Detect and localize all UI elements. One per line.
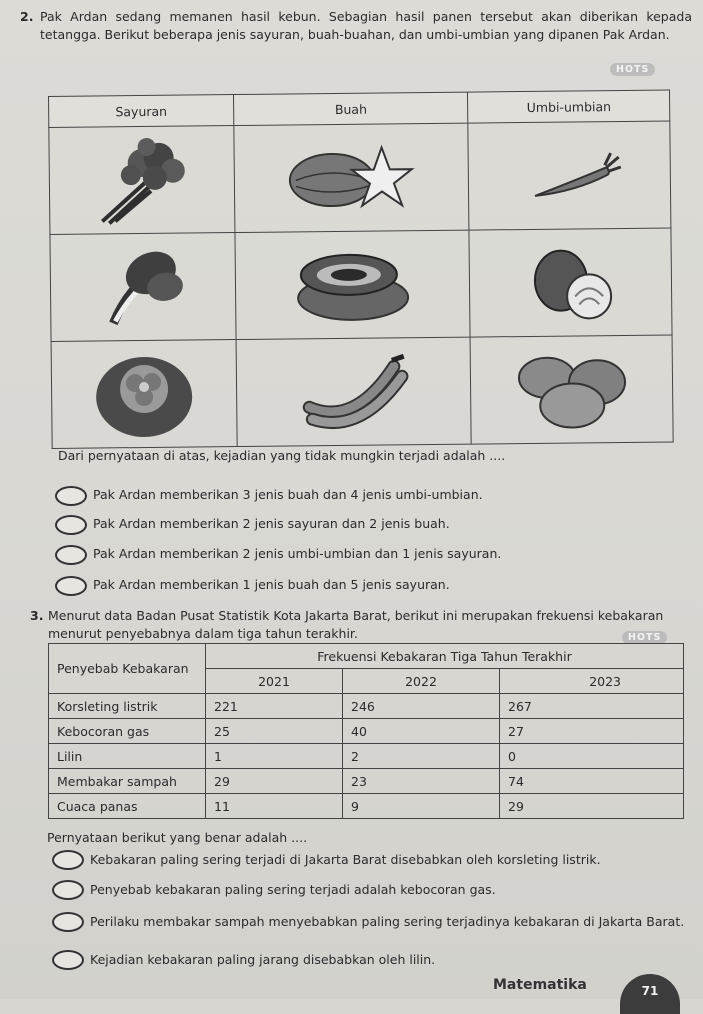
- year-header: 2023: [500, 669, 684, 694]
- radio-circle[interactable]: [52, 850, 84, 870]
- question-3: [30, 607, 690, 643]
- page-number: 71: [620, 974, 680, 1014]
- answer-option-label: Penyebab kebakaran paling sering terjadi adalah kebocoran gas.: [90, 882, 496, 897]
- starfruit-melon-image: [234, 123, 469, 232]
- radio-circle[interactable]: [52, 880, 84, 900]
- banana-image: [236, 337, 471, 446]
- header-umbi: Umbi-umbian: [468, 90, 670, 123]
- radio-circle[interactable]: [55, 515, 87, 535]
- value-cell: 2: [343, 744, 500, 769]
- papaya-image: [235, 230, 470, 339]
- answer-option-label: Perilaku membakar sampah menyebabkan paling sering terjadinya kebakaran di Jakarta Barat.: [90, 914, 685, 929]
- value-cell: 23: [343, 769, 500, 794]
- table-row: [49, 794, 684, 819]
- hots-badge: HOTS: [610, 63, 655, 76]
- radio-circle[interactable]: [55, 486, 87, 506]
- value-cell: 11: [206, 794, 343, 819]
- carrot-image: [468, 121, 671, 230]
- question-2-text: Pak Ardan sedang memanen hasil kebun. Sebagian hasil panen tersebut akan diberikan kepada tetangga. Berikut beberapa jenis sayuran, buah-buahan, dan umbi-umbian yang dipanen Pak Ardan.: [40, 9, 692, 42]
- header-buah: Buah: [234, 92, 469, 125]
- cause-header: Penyebab Kebakaran: [49, 644, 206, 694]
- answer-option-label: Pak Ardan memberikan 3 jenis buah dan 4 jenis umbi-umbian.: [93, 487, 483, 502]
- cause-cell: Korsleting listrik: [49, 694, 206, 719]
- onion-image: [469, 228, 672, 337]
- question-3-number: 3.: [30, 608, 44, 623]
- answer-option-label: Pak Ardan memberikan 2 jenis umbi-umbian dan 1 jenis sayuran.: [93, 546, 502, 561]
- subject-footer: Matematika: [493, 977, 587, 993]
- cause-cell: Cuaca panas: [49, 794, 206, 819]
- harvest-table: [48, 89, 674, 448]
- question-2-number: 2.: [20, 9, 34, 24]
- answer-option-label: Kejadian kebakaran paling jarang disebabkan oleh lilin.: [90, 952, 436, 967]
- cause-cell: Kebocoran gas: [49, 719, 206, 744]
- question-2-prompt: Dari pernyataan di atas, kejadian yang tidak mungkin terjadi adalah ....: [58, 448, 506, 463]
- value-cell: 40: [343, 719, 500, 744]
- cause-cell: Lilin: [49, 744, 206, 769]
- value-cell: 267: [500, 694, 684, 719]
- cause-cell: Membakar sampah: [49, 769, 206, 794]
- answer-option-label: Pak Ardan memberikan 1 jenis buah dan 5 jenis sayuran.: [93, 577, 450, 592]
- table-row: [49, 719, 684, 744]
- cauliflower-image: [51, 340, 237, 449]
- value-cell: 74: [500, 769, 684, 794]
- question-3-prompt: Pernyataan berikut yang benar adalah ....: [47, 830, 308, 845]
- answer-option-label: Kebakaran paling sering terjadi di Jakarta Barat disebabkan oleh korsleting listrik.: [90, 852, 601, 867]
- value-cell: 0: [500, 744, 684, 769]
- value-cell: 27: [500, 719, 684, 744]
- hots-badge: HOTS: [622, 631, 667, 644]
- potato-image: [470, 335, 673, 444]
- radio-circle[interactable]: [55, 576, 87, 596]
- header-sayuran: Sayuran: [49, 95, 234, 128]
- question-2: [20, 8, 692, 44]
- table-row: [49, 769, 684, 794]
- year-header: 2022: [343, 669, 500, 694]
- answer-option-label: Pak Ardan memberikan 2 jenis sayuran dan 2 jenis buah.: [93, 516, 450, 531]
- frequency-header: Frekuensi Kebakaran Tiga Tahun Terakhir: [206, 644, 684, 669]
- broccoli-image: [49, 126, 235, 235]
- radio-circle[interactable]: [52, 912, 84, 932]
- value-cell: 29: [500, 794, 684, 819]
- value-cell: 29: [206, 769, 343, 794]
- value-cell: 246: [343, 694, 500, 719]
- value-cell: 25: [206, 719, 343, 744]
- year-header: 2021: [206, 669, 343, 694]
- fire-frequency-table: [48, 643, 684, 819]
- radio-circle[interactable]: [55, 545, 87, 565]
- radio-circle[interactable]: [52, 950, 84, 970]
- table-row: [49, 744, 684, 769]
- value-cell: 9: [343, 794, 500, 819]
- value-cell: 221: [206, 694, 343, 719]
- value-cell: 1: [206, 744, 343, 769]
- question-3-text: Menurut data Badan Pusat Statistik Kota Jakarta Barat, berikut ini merupakan frekuensi kebakaran menurut penyebabnya dalam tiga tahun terakhir.: [48, 608, 664, 641]
- table-row: [49, 694, 684, 719]
- pakchoy-image: [50, 233, 236, 342]
